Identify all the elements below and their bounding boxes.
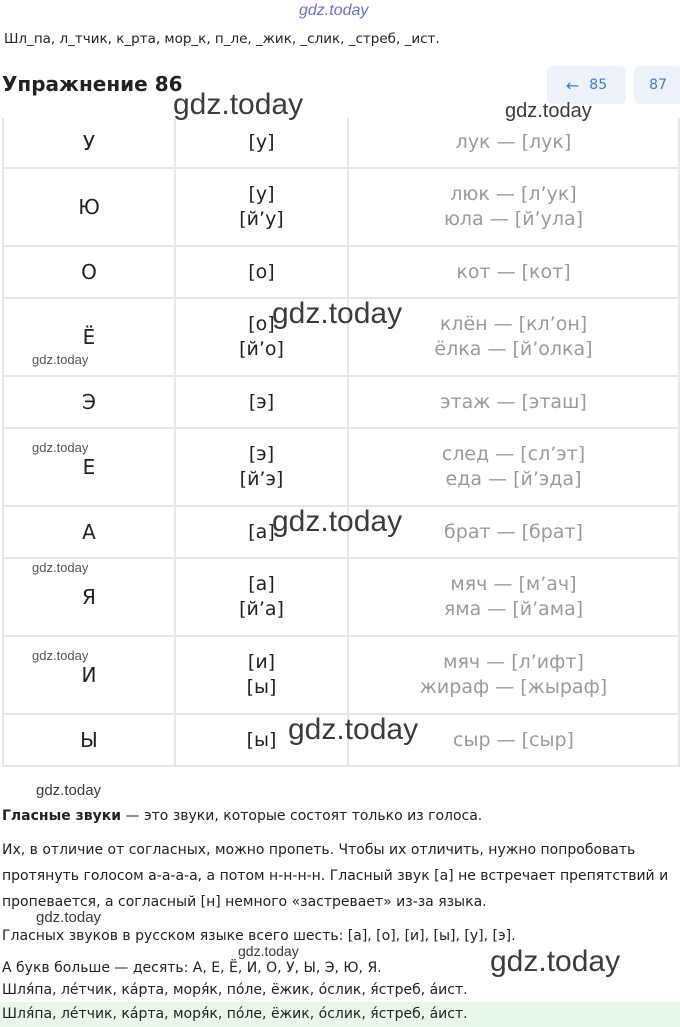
example-word: жираф — [жыраф] (419, 676, 608, 698)
sound-transcription: [ы] (246, 728, 277, 751)
example-cell (348, 636, 679, 714)
definition-rest: — это звуки, которые состоят только из голоса. (121, 808, 483, 824)
table-row (3, 636, 679, 714)
example-word: люк — [л’ук] (450, 183, 577, 205)
example-word: брат — [брат] (444, 520, 583, 543)
example-word: еда — [й’эда] (445, 468, 582, 490)
watermark: gdz.today (272, 297, 403, 330)
vowel-letter: Э (82, 390, 96, 414)
sound-cell (175, 118, 348, 168)
example-word: ёлка — [й’олка] (434, 338, 593, 360)
table-row (3, 376, 679, 428)
example-word: сыр — [сыр] (453, 728, 574, 751)
sound-cell (175, 558, 348, 636)
sound-transcription: [э] (248, 443, 275, 465)
hint-line: Шл_па, л_тчик, к_рта, мор_к, п_ле, _жик, _слик, _стреб, _ист. (4, 31, 440, 47)
next-exercise-label: 87 (649, 77, 667, 93)
example-word: мяч — [л’ифт] (443, 651, 584, 673)
sound-cell (175, 168, 348, 246)
letter-cell (3, 168, 175, 246)
vowel-letter: Ю (78, 195, 100, 219)
watermark: gdz.today (272, 505, 403, 538)
sound-transcription: [й’о] (239, 338, 284, 360)
example-cell (348, 428, 679, 506)
letter-cell (3, 714, 175, 766)
letter-cell (3, 298, 175, 376)
sound-cell (175, 376, 348, 428)
sound-transcription: [э] (248, 390, 275, 413)
paragraph-line-3: пропевается, а согласный [н] немного «застревает» из-за языка. (2, 894, 487, 910)
watermark: gdz.today (36, 782, 102, 799)
example-cell (348, 118, 679, 168)
watermark: gdz.today (288, 713, 419, 746)
example-word: яма — [й’ама] (443, 598, 584, 620)
table-row (3, 558, 679, 636)
vowel-letter: Ы (80, 728, 98, 752)
vowel-letter: И (81, 663, 97, 687)
watermark: gdz.today (238, 943, 299, 959)
table-row (3, 246, 679, 298)
table-row (3, 168, 679, 246)
definition-line (2, 808, 482, 824)
vowel-letter: У (82, 130, 96, 155)
sound-transcription: [о] (248, 260, 275, 283)
next-exercise-button[interactable] (634, 66, 680, 104)
sound-transcription: [й’э] (239, 468, 284, 490)
example-word: клён — [кл’он] (439, 313, 588, 335)
watermark: gdz.today (490, 945, 621, 978)
arrow-left-icon: ← (565, 75, 580, 95)
vowel-letter: Я (82, 585, 96, 609)
watermark: gdz.today (32, 352, 89, 367)
sound-cell (175, 428, 348, 506)
sound-transcription: [и] (247, 651, 276, 673)
letter-count-line: А букв больше — десять: А, Е, Ё, И, О, У, Ы, Э, Ю, Я. (2, 960, 382, 976)
letter-cell (3, 636, 175, 714)
vowel-letter: О (81, 260, 97, 284)
definition-term: Гласные звуки (2, 808, 122, 824)
example-cell (348, 246, 679, 298)
example-cell (348, 558, 679, 636)
table-row (3, 428, 679, 506)
prev-exercise-button[interactable] (547, 66, 626, 104)
answer-line-highlighted: Шля́па, ле́тчик, ка́рта, моря́к, по́ле, ёжик, о́слик, я́стреб, а́ист. (2, 1006, 468, 1022)
sound-transcription: [ы] (246, 676, 277, 698)
vowel-letter: Е (82, 455, 96, 479)
vowel-count-line: Гласных звуков в русском языке всего шесть: [а], [о], [и], [ы], [у], [э]. (2, 928, 516, 944)
example-word: след — [сл’эт] (441, 443, 586, 465)
vowel-letter: А (82, 520, 96, 544)
watermark: gdz.today (36, 909, 102, 926)
sound-transcription: [у] (248, 183, 275, 205)
watermark-top: gdz.today (299, 2, 369, 19)
example-cell (348, 168, 679, 246)
letter-cell (3, 506, 175, 558)
example-cell (348, 376, 679, 428)
watermark: gdz.today (505, 100, 592, 122)
sound-transcription: [й’у] (239, 208, 284, 230)
letter-cell (3, 558, 175, 636)
sound-cell (175, 636, 348, 714)
watermark: gdz.today (32, 648, 89, 663)
sound-transcription: [а] (248, 520, 275, 543)
paragraph-line-2: протянуть голосом а-а-а-а, а потом н-н-н-н. Гласный звук [а] не встречает препятствий и (2, 868, 669, 884)
letter-cell (3, 246, 175, 298)
example-word: лук — [лук] (455, 131, 572, 153)
answer-line: Шля́па, ле́тчик, ка́рта, моря́к, по́ле, ёжик, о́слик, я́стреб, а́ист. (2, 982, 468, 998)
sound-transcription: [о] (248, 313, 275, 335)
example-word: кот — [кот] (456, 260, 571, 283)
page-title: Упражнение 86 (2, 72, 183, 96)
watermark: gdz.today (32, 440, 89, 455)
example-word: этаж — [эташ] (440, 390, 587, 413)
example-word: мяч — [м’ач] (450, 573, 577, 595)
vowel-letter: Ё (82, 325, 96, 349)
letter-cell (3, 118, 175, 168)
paragraph-line-1: Их, в отличие от согласных, можно пропеть. Чтобы их отличить, нужно попробовать (2, 842, 636, 858)
sound-transcription: [а] (248, 573, 275, 595)
sound-transcription: [й’а] (239, 598, 284, 620)
watermark: gdz.today (173, 88, 304, 121)
letter-cell (3, 428, 175, 506)
sound-transcription: [у] (248, 131, 275, 153)
watermark: gdz.today (32, 560, 89, 575)
sound-cell (175, 246, 348, 298)
letter-cell (3, 376, 175, 428)
example-word: юла — [й’ула] (443, 208, 584, 230)
prev-exercise-label: 85 (589, 77, 608, 93)
vowels-table (2, 118, 680, 767)
table-row (3, 118, 679, 168)
